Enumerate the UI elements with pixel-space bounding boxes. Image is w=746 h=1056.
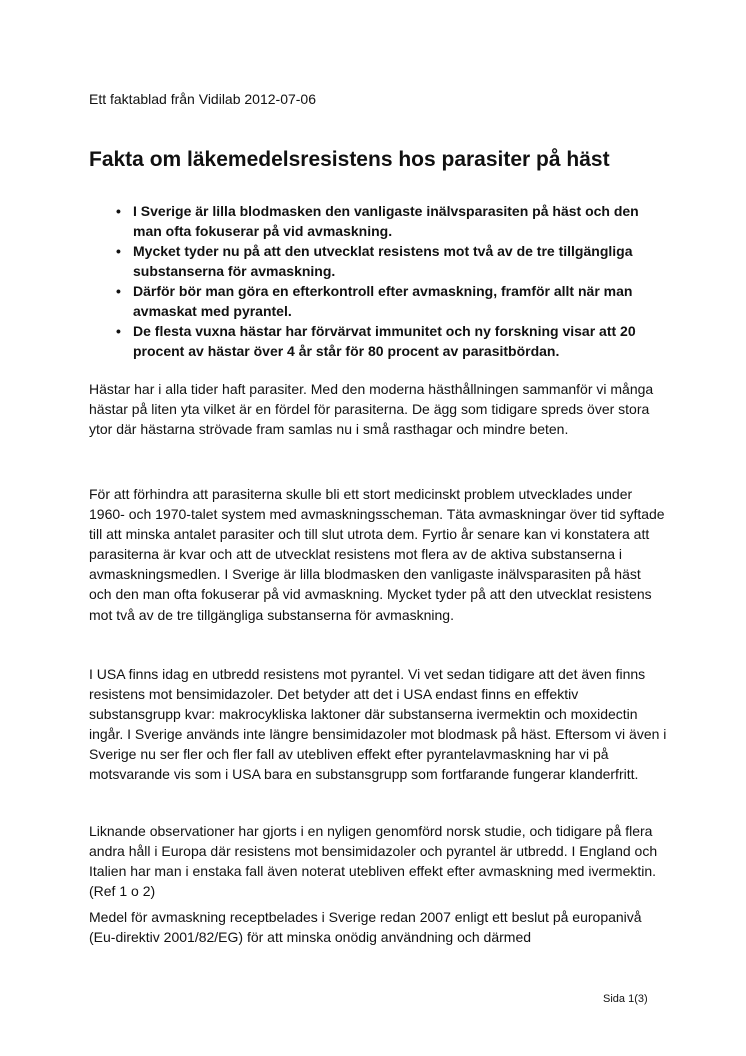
bullet-icon: • xyxy=(116,283,121,299)
document-header: Ett faktablad från Vidilab 2012-07-06 xyxy=(89,91,317,107)
bullet-icon: • xyxy=(116,243,121,259)
list-item-text: Därför bör man göra en efterkontroll efter avmaskning, framför allt när man avmaskat med pyrantel. xyxy=(133,283,633,319)
document-title: Fakta om läkemedelsresistens hos parasiter på häst xyxy=(89,148,610,171)
bullet-icon: • xyxy=(116,203,121,219)
body-paragraph: För att förhindra att parasiterna skulle bli ett stort medicinskt problem utvecklades under 1960- och 1970-talet system med avmaskningsscheman. Täta avmaskningar över tid syftade till att minska antalet parasiter och till slut utrota dem. Fyrtio år senare kan vi konstatera att parasiterna är kvar och att de utvecklat resistens mot flera av de aktiva substanserna i avmaskningsmedlen. I Sverige är lilla blodmasken den vanligaste inälvsparasiten på häst och den man ofta fokuserar på vid avmaskning. Mycket tyder på att den utvecklat resistens mot två av de tre tillgängliga substanserna för avmaskning. xyxy=(89,486,665,623)
body-paragraph: Hästar har i alla tider haft parasiter. Med den moderna hästhållningen sammanför vi många hästar på liten yta vilket är en fördel för parasiterna. De ägg som tidigare spreds över stora ytor där hästarna strövade fram samlas nu i små rasthagar och mindre beten. xyxy=(89,381,654,438)
list-item xyxy=(89,241,669,281)
body-paragraph: I USA finns idag en utbredd resistens mot pyrantel. Vi vet sedan tidigare att det även finns resistens mot bensimidazoler. Det betyder att det i USA endast finns en effektiv substansgrupp kvar: makrocykliska laktoner där substanserna ivermektin och moxidectin ingår. I Sverige används inte längre bensimidazoler mot blodmask på häst. Eftersom vi även i Sverige nu ser fler och fler fall av utebliven effekt efter pyrantelavmaskning har vi på motsvarande vis som i USA bara en substansgrupp som fortfarande fungerar klanderfritt. xyxy=(89,666,667,783)
list-item-text: De flesta vuxna hästar har förvärvat immunitet och ny forskning visar att 20 procent av hästar över 4 år står för 80 procent av parasitbördan. xyxy=(133,323,636,359)
page-number: Sida 1(3) xyxy=(603,993,648,1005)
bullet-icon: • xyxy=(116,323,121,339)
body-paragraph: Liknande observationer har gjorts i en nyligen genomförd norsk studie, och tidigare på flera andra håll i Europa där resistens mot bensimidazoler och pyrantel är utbredd. I England och Italien har man i enstaka fall även noterat utebliven effekt efter avmaskning med ivermektin. (Ref 1 o 2) xyxy=(89,823,658,900)
list-item xyxy=(89,201,669,241)
list-item-text: Mycket tyder nu på att den utvecklat resistens mot två av de tre tillgängliga substanserna för avmaskning. xyxy=(133,243,633,279)
body-paragraph: Medel för avmaskning receptbelades i Sverige redan 2007 enligt ett beslut på europanivå (Eu-direktiv 2001/82/EG) för att minska onödig användning och därmed xyxy=(89,909,642,946)
list-item-text: I Sverige är lilla blodmasken den vanligaste inälvsparasiten på häst och den man ofta fokuserar på vid avmaskning. xyxy=(133,203,639,239)
key-points-list xyxy=(89,201,669,361)
list-item xyxy=(89,321,669,361)
list-item xyxy=(89,281,669,321)
